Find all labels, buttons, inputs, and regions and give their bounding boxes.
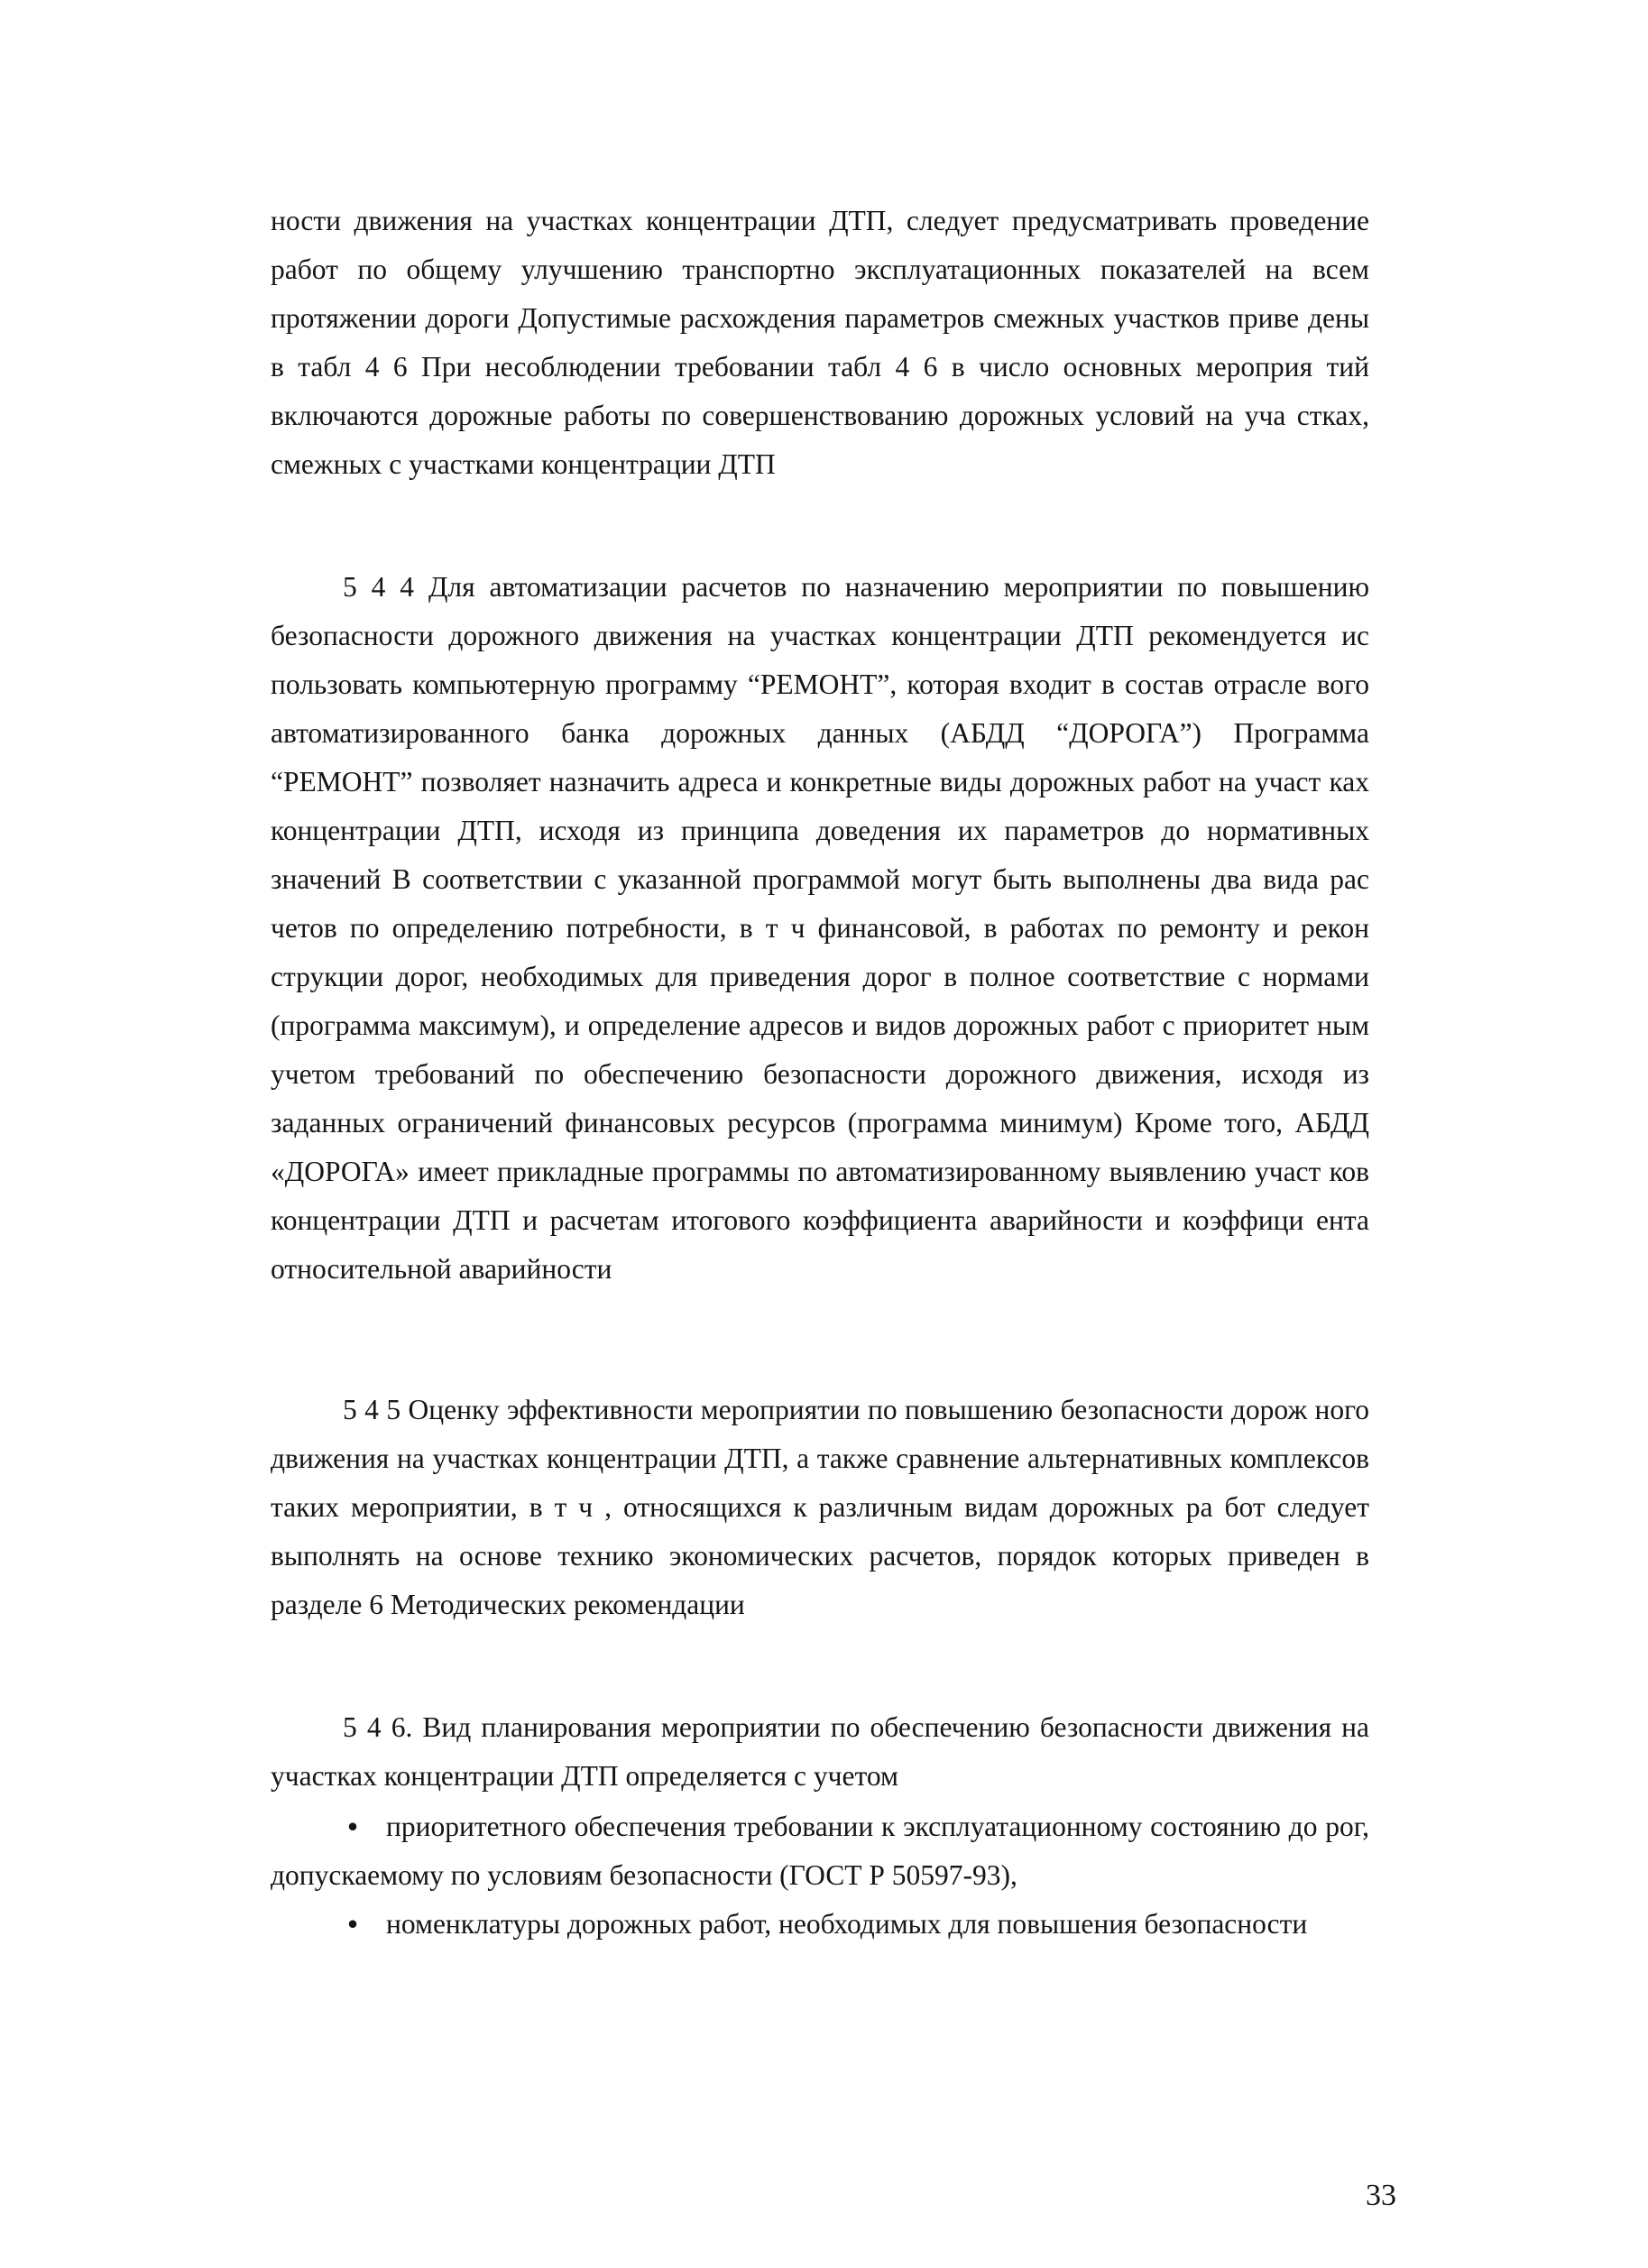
paragraph-text: 5 4 4 Для автоматизации расчетов по назначению мероприятии по повышению безопасности дорожного движения на участках концентрации ДТП рекомендуется ис пользовать компьютерную программу “РЕМОНТ”, которая входит в состав отрасле вого автоматизированного банка дорожных данных (АБДД “ДОРОГА”) Программа “РЕМОНТ” позволяет назначить адреса и конкретные виды дорожных работ на участ ках концентрации ДТП, исходя из принципа доведения их параметров до нормативных значений В соответствии с указанной программой могут быть выполнены два вида рас четов по определению потребности, в т ч финансовой, в работах по ремонту и рекон струкции дорог, необходимых для приведения дорог в полное соответствие с нормами (программа максимум), и определение адресов и видов дорожных работ с приоритет ным учетом требований по обеспечению безопасности дорожного движения, исходя из заданных ограничений финансовых ресурсов (программа минимум) Кроме того, АБДД «ДОРОГА» имеет прикладные программы по автоматизированному выявлению участ ков концентрации ДТП и расчетам итогового коэффициента аварийности и коэффици ента относительной аварийности (271, 571, 1369, 1285)
bullet-item (271, 1900, 1369, 1949)
paragraph-text: 5 4 6. Вид планирования мероприятии по обеспечению безопасности движения на участках концентрации ДТП определяется с учетом (271, 1711, 1369, 1792)
paragraph-continuation (271, 197, 1369, 489)
paragraph-text: 5 4 5 Оценку эффективности мероприятии по повышению безопасности дорож ного движения на участках концентрации ДТП, а также сравнение альтернативных комплексов таких мероприятии, в т ч , относящихся к различным видам дорожных ра бот следует выполнять на основе технико экономических расчетов, порядок которых приведен в разделе 6 Методических рекомендации (271, 1394, 1369, 1620)
bullet-marker: • (347, 1908, 358, 1940)
paragraph-5-4-4 (271, 563, 1369, 1294)
page-number: 33 (1366, 2179, 1396, 2212)
bullet-text: приоритетного обеспечения требовании к эксплуатационному состоянию до рог, допускаемому по условиям безопасности (ГОСТ Р 50597-93), (271, 1811, 1369, 1891)
paragraph-5-4-6 (271, 1703, 1369, 1801)
bullet-item (271, 1802, 1369, 1900)
paragraph-text: ности движения на участках концентрации ДТП, следует предусматривать проведение работ по общему улучшению транспортно эксплуатационных показателей на всем протяжении дороги Допустимые расхождения параметров смежных участков приве дены в табл 4 6 При несоблюдении требовании табл 4 6 в число основных мероприя тий включаются дорожные работы по совершенствованию дорожных условий на уча стках, смежных с участками концентрации ДТП (271, 205, 1369, 480)
bullet-list (271, 1802, 1369, 1949)
bullet-marker: • (347, 1811, 358, 1842)
paragraph-5-4-5 (271, 1386, 1369, 1629)
bullet-text: номенклатуры дорожных работ, необходимых для повышения безопасности (386, 1908, 1308, 1940)
